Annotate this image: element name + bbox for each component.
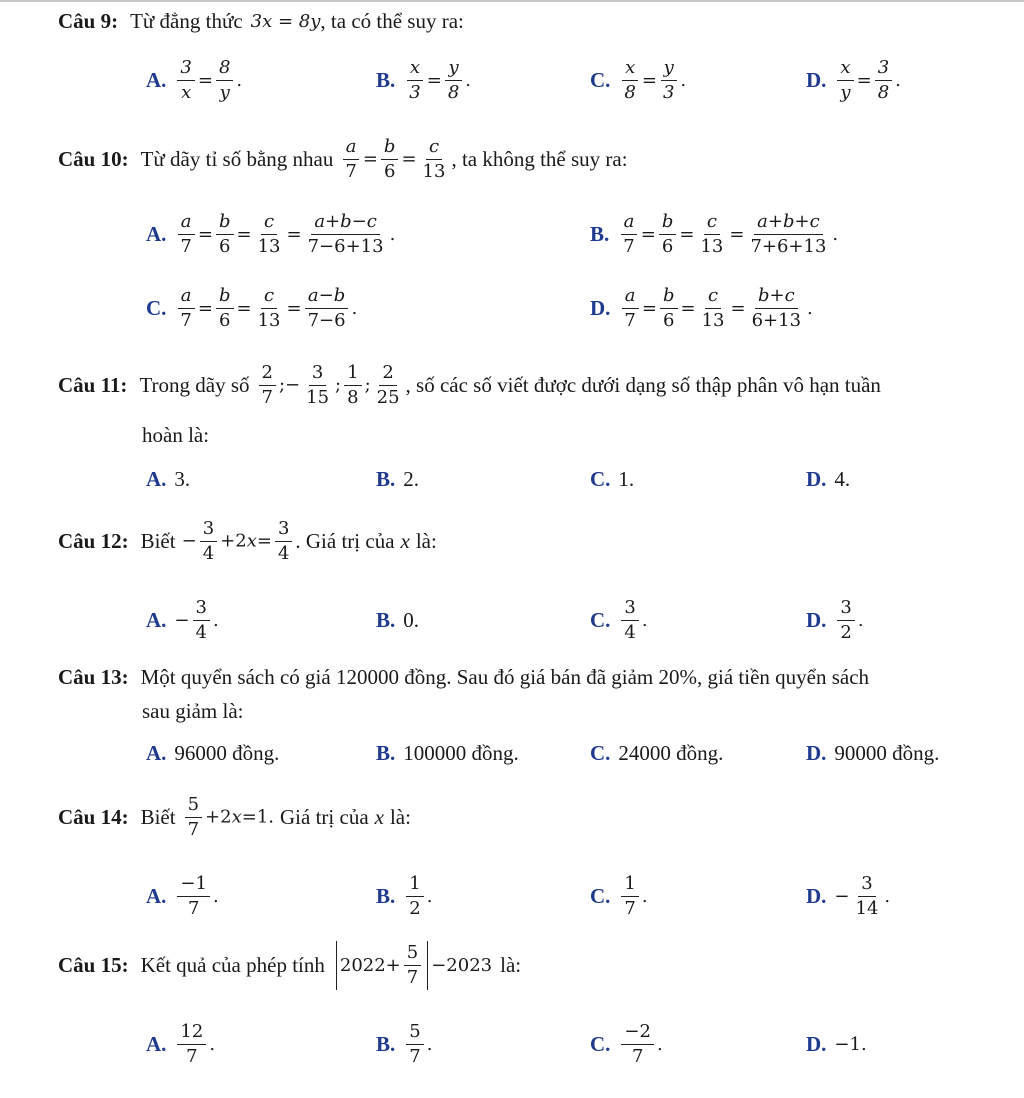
option-d[interactable]: D. $\frac{a}{7}$ = $\frac{b}{6}$ = $\frac{c}{13}$ = $\frac{b+c}{6+13}$ . [590,284,813,331]
question-label: Câu 10: [58,146,129,171]
question-9 [58,4,1004,112]
option-text: −1. [834,1033,867,1055]
options-row [58,48,1004,112]
question-13 [58,660,1004,770]
option-letter: C. [590,1031,611,1056]
option-letter: B. [376,883,396,908]
option-b[interactable] [376,462,419,496]
option-a[interactable] [146,736,279,770]
option-letter: D. [806,740,827,765]
option-a[interactable] [146,462,190,496]
variable: x [374,804,384,829]
top-divider [0,0,1024,2]
equation: − $\frac{3}{4}$ +2x= $\frac{3}{4}$ [182,517,296,566]
option-letter: A. [146,466,167,491]
options-row [58,588,1004,652]
equation: 3x = 8y [250,10,321,32]
option-letter: A. [146,221,167,246]
variable: x [400,528,410,553]
option-letter: D. [806,607,827,632]
option-letter: B. [376,740,396,765]
option-b[interactable]: B. $\frac{1}{2}$ . [376,872,433,919]
option-letter: A. [146,607,167,632]
option-letter: A. [146,1031,167,1056]
option-text: 0. [403,607,420,632]
option-a[interactable]: A. $\frac{-1}{7}$ . [146,872,219,919]
option-letter: C. [590,67,611,92]
question-stem-end: là: [389,804,411,829]
option-b[interactable] [376,736,519,770]
number-sequence: $\frac{2}{7}$ ;− $\frac{3}{15}$ ; $\frac{1}{8}$ ; $\frac{2}{25}$ [256,361,406,410]
option-text: 4. [834,466,851,491]
option-text: 3. [174,466,191,491]
option-a[interactable]: A. $\frac{12}{7}$ . [146,1020,216,1067]
question-label: Câu 12: [58,528,129,553]
option-b[interactable] [376,588,419,652]
question-stem: Trong dãy số [139,372,250,397]
question-stem-mid: Giá trị của [280,804,369,829]
question-14 [58,786,1004,928]
option-letter: D. [806,1031,827,1056]
option-letter: B. [376,607,396,632]
option-a[interactable]: A. $\frac{a}{7}$ = $\frac{b}{6}$ = $\frac{c}{13}$ = $\frac{a+b-c}{7-6+13}$ . [146,210,396,257]
question-stem: Kết quả của phép tính [140,952,325,977]
option-letter: B. [376,466,396,491]
option-c[interactable]: C. $\frac{a}{7}$ = $\frac{b}{6}$ = $\frac{c}{13}$ = $\frac{a-b}{7-6}$ . [146,284,358,331]
option-c[interactable]: C. $\frac{-2}{7}$ . [590,1020,663,1067]
option-letter: D. [590,295,611,320]
option-text: 100000 đồng. [403,740,519,765]
option-d[interactable] [806,736,939,770]
option-letter: D. [806,67,827,92]
option-b[interactable]: B. $\frac{a}{7}$ = $\frac{b}{6}$ = $\frac{c}{13}$ = $\frac{a+b+c}{7+6+13}$ . [590,210,839,257]
option-letter: C. [590,883,611,908]
option-a[interactable]: A. $\frac{3}{x}$ = $\frac{8}{y}$ . [146,56,243,103]
question-stem: Một quyển sách có giá 120000 đồng. Sau đó giá bán đã giảm 20%, giá tiền quyển sách [140,664,870,689]
option-letter: B. [376,67,396,92]
question-stem-end: , số các số viết được dưới dạng số thập phân vô hạn tuần [405,372,881,397]
question-stem: Từ đẳng thức [130,8,243,33]
option-letter: D. [806,883,827,908]
question-stem-end: là: [415,528,437,553]
options-row [58,462,1004,496]
option-text: 2. [403,466,420,491]
question-stem: Biết [140,804,176,829]
option-letter: A. [146,883,167,908]
option-d[interactable]: D. $\frac{x}{y}$ = $\frac{3}{8}$ . [806,56,901,103]
option-d[interactable] [806,462,850,496]
options-row [58,276,1004,340]
question-label: Câu 14: [58,804,129,829]
option-letter: C. [146,295,167,320]
question-label: Câu 11: [58,372,128,397]
question-stem: Từ dãy tỉ số bằng nhau [140,146,334,171]
expression: 2022+ $\frac{5}{7}$ −2023 [333,941,492,990]
option-c[interactable]: C. $\frac{x}{8}$ = $\frac{y}{3}$ . [590,56,687,103]
option-letter: C. [590,740,611,765]
option-letter: A. [146,740,167,765]
question-stem-mid: . Giá trị của [295,528,395,553]
options-row [58,736,1004,770]
option-text: 90000 đồng. [834,740,940,765]
question-stem-line2: sau giảm là: [142,699,244,723]
options-row [58,1012,1004,1076]
option-letter: C. [590,466,611,491]
question-11 [58,354,1004,496]
option-text: 24000 đồng. [618,740,724,765]
option-letter: B. [590,221,610,246]
question-stem: Biết [140,528,176,553]
option-d[interactable]: D. − $\frac{3}{14}$ . [806,872,891,919]
question-stem-end: , ta không thể suy ra: [451,146,628,171]
option-b[interactable]: B. $\frac{5}{7}$ . [376,1020,433,1067]
equation: $\frac{5}{7}$ +2x=1. [182,793,274,842]
options-row [58,202,1004,266]
question-12 [58,510,1004,652]
question-label: Câu 15: [58,952,129,977]
option-d[interactable]: D. $\frac{3}{2}$ . [806,596,864,643]
option-letter: A. [146,67,167,92]
option-b[interactable]: B. $\frac{x}{3}$ = $\frac{y}{8}$ . [376,56,471,103]
option-c[interactable]: C. $\frac{3}{4}$ . [590,596,648,643]
option-c[interactable] [590,462,634,496]
option-d[interactable] [806,1012,867,1076]
ratio-chain: $\frac{a}{7}$ = $\frac{b}{6}$ = $\frac{c}{13}$ [339,135,451,184]
option-letter: B. [376,1031,396,1056]
option-c[interactable]: C. $\frac{1}{7}$ . [590,872,648,919]
option-text: 96000 đồng. [174,740,280,765]
question-stem-end: là: [500,952,522,977]
question-15 [58,934,1004,1076]
question-stem-line2: hoàn là: [142,423,210,447]
option-a[interactable]: A. − $\frac{3}{4}$ . [146,596,219,643]
question-stem-end: , ta có thể suy ra: [320,8,464,33]
options-row [58,864,1004,928]
option-text: 1. [618,466,635,491]
question-label: Câu 9: [58,8,119,33]
option-letter: C. [590,607,611,632]
question-label: Câu 13: [58,664,129,689]
option-c[interactable] [590,736,723,770]
question-10 [58,128,1004,340]
option-letter: D. [806,466,827,491]
